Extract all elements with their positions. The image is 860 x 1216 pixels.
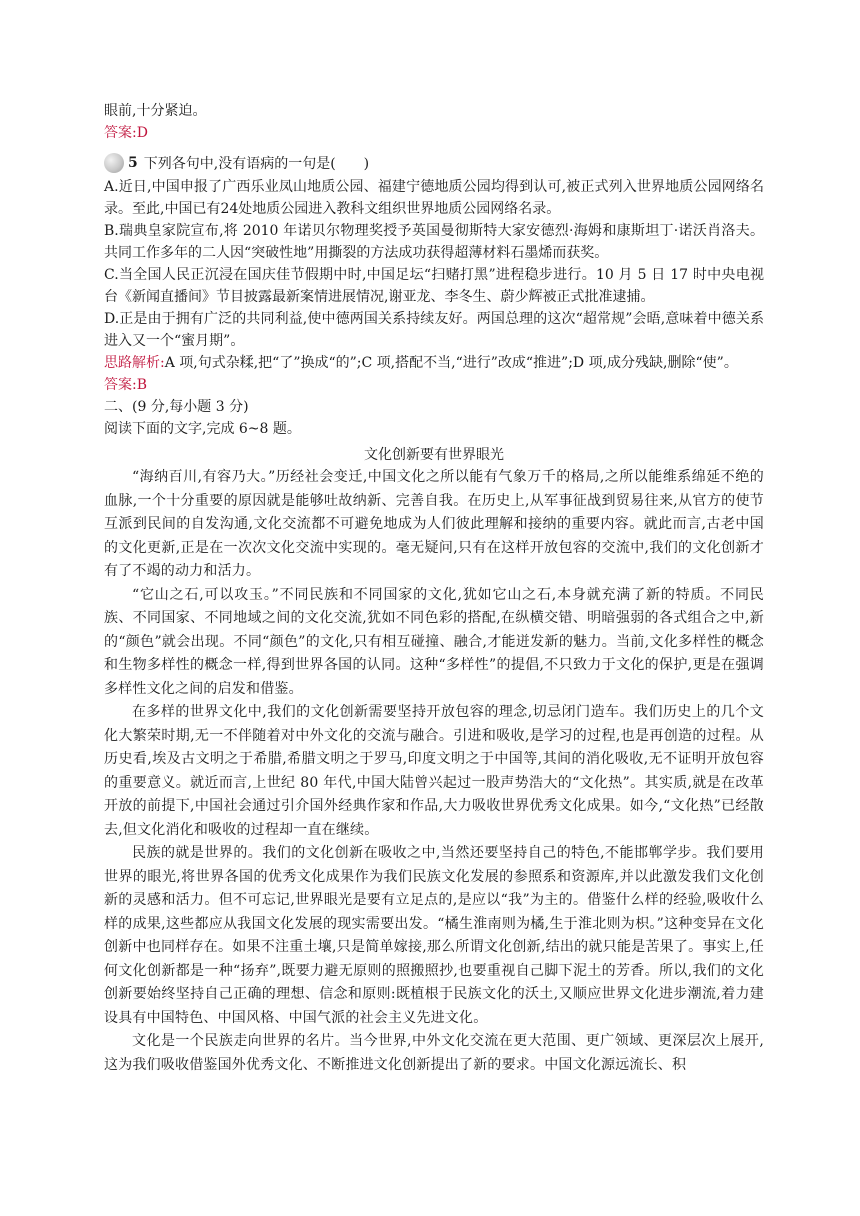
option-c: C.当全国人民正沉浸在国庆佳节假期中时,中国足坛“扫赌打黑”进程稳步进行。10 月 5 日 17 时中央电视台《新闻直播间》节目披露最新案情进展情况,谢亚龙、李冬生、蔚少辉被正式批准逮捕。 (104, 267, 764, 305)
section-instruction: 阅读下面的文字,完成 6~8 题。 (104, 421, 301, 437)
article-paragraph-5: 文化是一个民族走向世界的名片。当今世界,中外文化交流在更大范围、更广领域、更深层次上展开,这为我们吸收借鉴国外优秀文化、不断推进文化创新提出了新的要求。中国文化源远流长、积 (104, 1033, 764, 1073)
answer-4: 答案:D (104, 125, 148, 141)
article-paragraph-4: 民族的就是世界的。我们的文化创新在吸收之中,当然还要坚持自己的特色,不能邯郸学步。我们要用世界的眼光,将世界各国的优秀文化成果作为我们民族文化发展的参照系和资源库,并以此激发我们文化创新的灵感和活力。但不可忘记,世界眼光是要有立足点的,是应以“我”为主的。借鉴什么样的经验,吸收什么样的成果,这些都应从我国文化发展的现实需要出发。“橘生淮南则为橘,生于淮北则为枳。”这种变异在文化创新中也同样存在。如果不注重土壤,只是简单嫁接,那么所谓文化创新,结出的就只能是苦果了。事实上,任何文化创新都是一种“扬弃”,既要力避无原则的照搬照抄,也要重视自己脚下泥土的芳香。所以,我们的文化创新要始终坚持自己正确的理想、信念和原则:既植根于民族文化的沃土,又顺应世界文化进步潮流,着力建设具有中国特色、中国风格、中国气派的社会主义先进文化。 (104, 845, 764, 1026)
section-heading: 二、(9 分,每小题 3 分) (104, 399, 249, 415)
question-5-number: 5 (128, 155, 138, 171)
option-d: D.正是由于拥有广泛的共同利益,使中德两国关系持续友好。两国总理的这次“超常规”会晤,意味着中德关系进入又一个“蜜月期”。 (104, 311, 764, 349)
option-b: B.瑞典皇家院宣布,将 2010 年诺贝尔物理奖授予英国曼彻斯特大家安德烈·海姆和康斯坦丁·诺沃肖洛夫。共同工作多年的二人因“突破性地”用撕裂的方法成功获得超薄材料石墨烯而获奖。 (104, 223, 764, 261)
analysis-label: 思路解析: (104, 355, 165, 371)
question-5-stem: 下列各句中,没有语病的一句是( ) (143, 156, 370, 172)
option-a: A.近日,中国申报了广西乐业凤山地质公园、福建宁德地质公园均得到认可,被正式列入世界地质公园网络名录。至此,中国已有24处地质公园进入教科文组织世界地质公园网络名录。 (104, 179, 764, 217)
article-paragraph-3: 在多样的世界文化中,我们的文化创新需要坚持开放包容的理念,切忌闭门造车。我们历史上的几个文化大繁荣时期,无一不伴随着对中外文化的交流与融合。引进和吸收,是学习的过程,也是再创造的过程。从历史看,埃及古文明之于希腊,希腊文明之于罗马,印度文明之于中国等,其间的消化吸收,无不证明开放包容的重要意义。就近而言,上世纪 80 年代,中国大陆曾兴起过一股声势浩大的“文化热”。其实质,就是在改革开放的前提下,中国社会通过引介国外经典作家和作品,大力吸收世界优秀文化成果。如今,“文化热”已经散去,但文化消化和吸收的过程却一直在继续。 (104, 704, 764, 838)
analysis-text: A 项,句式杂糅,把“了”换成“的”;C 项,搭配不当,“进行”改成“推进”;D 项,成分残缺,删除“使”。 (164, 355, 738, 371)
answer-5: 答案:B (104, 377, 148, 393)
article-paragraph-2: “它山之石,可以攻玉。”不同民族和不同国家的文化,犹如它山之石,本身就充满了新的特质。不同民族、不同国家、不同地域之间的文化交流,犹如不同色彩的搭配,在纵横交错、明暗强弱的各式组合之中,新的“颜色”就会出现。不同“颜色”的文化,只有相互碰撞、融合,才能迸发新的魅力。当前,文化多样性的概念和生物多样性的概念一样,得到世界各国的认同。这种“多样性”的提倡,不只致力于文化的保护,更是在强调多样性文化之间的启发和借鉴。 (104, 586, 764, 697)
question-bullet-icon (104, 153, 124, 173)
analysis (104, 352, 764, 374)
lead-line: 眼前,十分紧迫。 (104, 103, 207, 119)
question-5-header (104, 150, 764, 176)
article-paragraph-1: “海纳百川,有容乃大。”历经社会变迁,中国文化之所以能有气象万千的格局,之所以能维系绵延不绝的血脉,一个十分重要的原因就是能够吐故纳新、完善自我。在历史上,从军事征战到贸易往来,从官方的使节互派到民间的自发沟通,文化交流都不可避免地成为人们彼此理解和接纳的重要内容。就此而言,古老中国的文化更新,正是在一次次文化交流中实现的。毫无疑问,只有在这样开放包容的交流中,我们的文化创新才有了不竭的动力和活力。 (104, 469, 764, 579)
article-title: 文化创新要有世界眼光 (364, 447, 504, 463)
document-page (104, 100, 764, 1077)
